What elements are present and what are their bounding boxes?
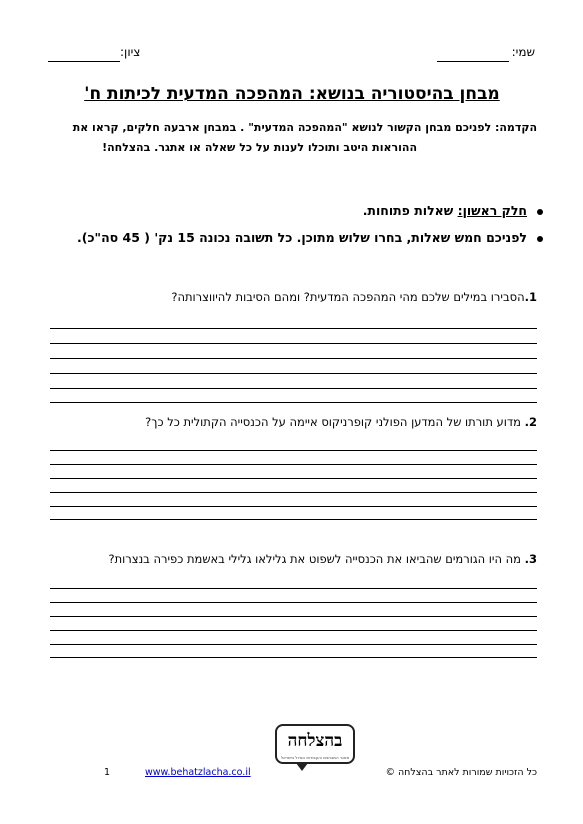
logo-text: בהצלחה	[287, 731, 343, 751]
question-number: 2.	[524, 415, 537, 429]
question-1	[37, 290, 537, 304]
question-text: מדוע תורתו של המדען הפולני קופרניקוס איימה על הכנסייה הקתולית כל כך?	[145, 415, 521, 429]
answer-line[interactable]	[50, 373, 537, 374]
page-title: מבחן בהיסטוריה בנושא: המהפכה המדעית לכיתות ח'	[84, 84, 500, 104]
grade-label: ציון:	[120, 45, 141, 59]
answer-line[interactable]	[50, 519, 537, 520]
part-heading-rest: שאלות פתוחות.	[362, 203, 458, 218]
behatzlacha-logo	[275, 724, 355, 764]
part-instruction	[33, 230, 543, 245]
name-field[interactable]	[437, 47, 509, 62]
answer-line[interactable]	[50, 616, 537, 617]
answer-line[interactable]	[50, 343, 537, 344]
answer-line[interactable]	[50, 464, 537, 465]
answer-line[interactable]	[50, 492, 537, 493]
bullet-icon	[537, 236, 543, 242]
question-number: 1.	[524, 290, 537, 304]
intro-text	[37, 118, 537, 158]
answer-line[interactable]	[50, 358, 537, 359]
answer-line[interactable]	[50, 478, 537, 479]
answer-line[interactable]	[50, 388, 537, 389]
page-number: 1	[104, 767, 111, 778]
answer-line[interactable]	[50, 630, 537, 631]
logo-speech-tail	[296, 763, 308, 771]
question-3	[37, 552, 537, 566]
answer-line[interactable]	[50, 402, 537, 403]
answer-line[interactable]	[50, 657, 537, 658]
answer-line[interactable]	[50, 588, 537, 589]
logo-subtext: מאגר המבחנים והעבודות הגדול בישראל	[280, 755, 350, 760]
intro-line-2: ההוראות היטב ותוכלו לענות על כל שאלה או אתגר. בהצלחה!	[102, 141, 417, 154]
answer-line[interactable]	[50, 644, 537, 645]
question-text: מה היו הגורמים שהביאו את הכנסייה לשפוט את גלילאו גלילי באשמת כפירה בנצרות?	[108, 552, 521, 566]
question-text: הסבירו במילים שלכם מהי המהפכה המדעית? ומהם הסיבות להיווצרותה?	[171, 290, 525, 304]
part-instruction-text: לפניכם חמש שאלות, בחרו שלוש מתוכן. כל תשובה נכונה 15 נק' ( 45 סה"כ).	[77, 230, 527, 245]
answer-line[interactable]	[50, 506, 537, 507]
name-label: שמי:	[511, 45, 535, 59]
grade-field[interactable]	[48, 47, 120, 62]
intro-line-1: הקדמה: לפניכם מבחן הקשור לנושא "המהפכה המדעית" . במבחן ארבעה חלקים, קראו את	[72, 121, 537, 134]
footer-website-link[interactable]: www.behatzlacha.co.il	[145, 767, 251, 778]
part-heading-label: חלק ראשון:	[457, 203, 527, 218]
footer-copyright: כל הזכויות שמורות לאתר בהצלחה ©	[385, 767, 537, 778]
part-heading	[33, 203, 543, 218]
bullet-icon	[537, 209, 543, 215]
question-number: 3.	[524, 552, 537, 566]
answer-line[interactable]	[50, 450, 537, 451]
answer-line[interactable]	[50, 602, 537, 603]
answer-line[interactable]	[50, 328, 537, 329]
question-2	[37, 415, 537, 429]
